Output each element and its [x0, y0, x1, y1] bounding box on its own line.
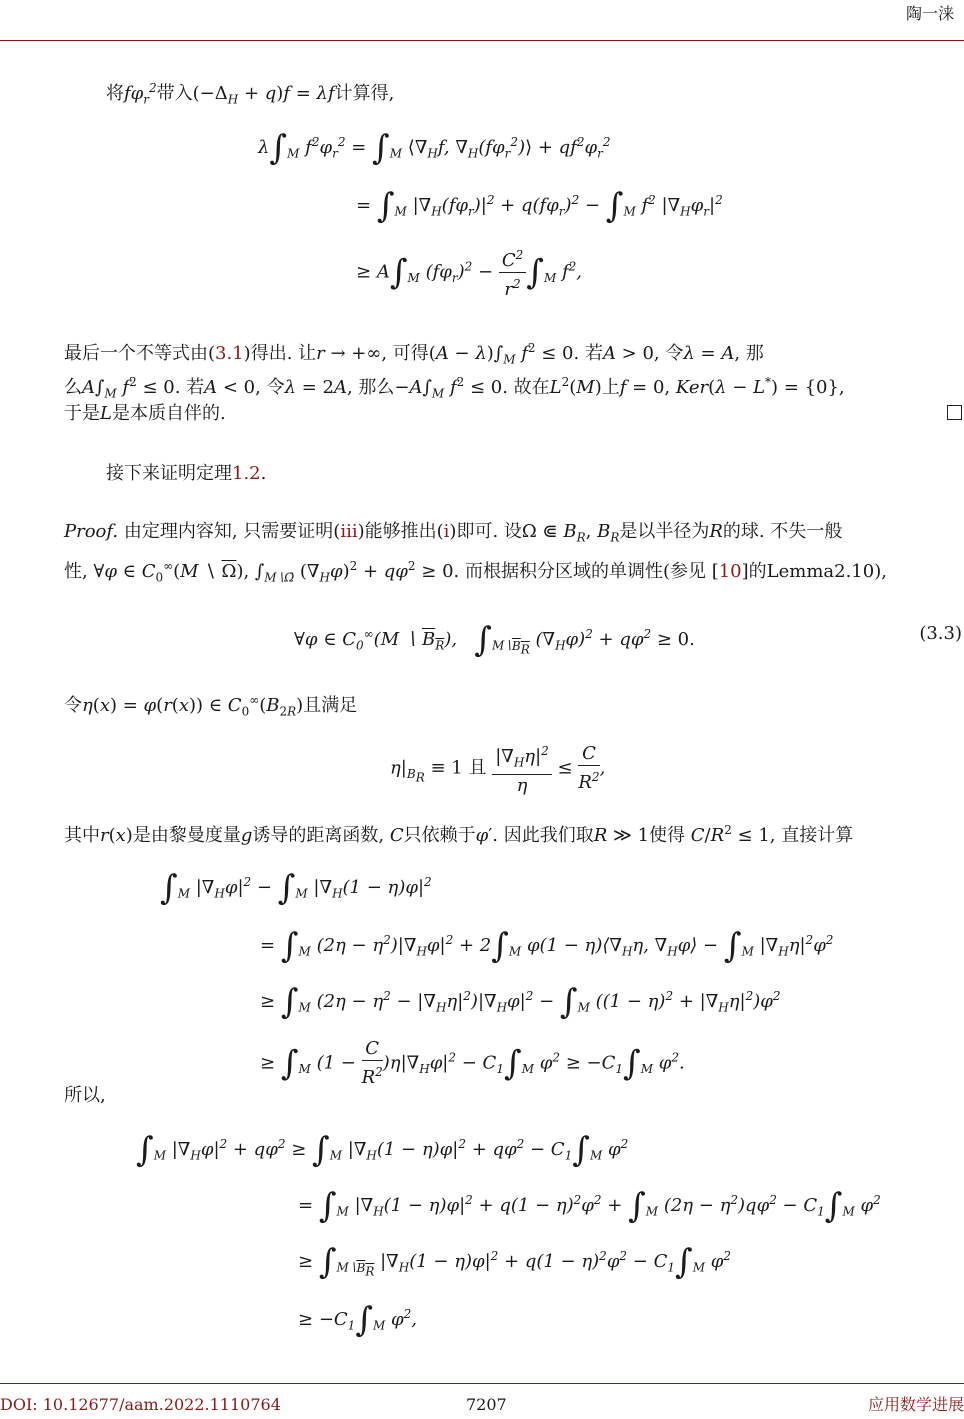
proof-line-2: 性, ∀φ ∈ $C_0^\infty(M$ ∖ $\overline{\Omega}$), $\int_{M∖\Omegā}$ $(\nabla_H\varphi)^2 + q\varphi^2 \ge 0$. 而根据积分区域的单调性(参见 [10]的Lemma2.10), [64, 559, 887, 585]
equation-number: (3.3) [919, 623, 962, 644]
paragraph-therefore: 所以, [64, 1085, 106, 1106]
running-header-author: 陶一涞 [905, 4, 954, 23]
paragraph-conclusion-line-1: 最后一个不等式由(3.1)得出. 让r → +∞, 可得$(A - \lambda)\int_M$ $f^2 \le 0$. 若A > 0, 令λ = A, 那 [64, 341, 764, 367]
equation-eta-conditions: $\eta|_{B_R} \equiv 1$ 且 $\frac{|\nabla_H\eta|^2}{\eta}$ ≤ $\frac{C}{R^2}$ , [390, 740, 605, 797]
proof-line-1: Proof. 由定理内容知, 只需要证明(iii)能够推出(i)即可. 设Ω ⋐ $B_R$, $B_R$是以半径为R的球. 不失一般 [64, 521, 843, 545]
footer-rule [0, 1383, 964, 1384]
footer-journal: 应用数学进展 [867, 1395, 964, 1414]
paragraph-conclusion-line-3: 于是L是本质自伴的. [64, 403, 226, 424]
header-rule [0, 40, 964, 41]
paragraph-eta-def: 令η(x) = φ(r(x)) ∈ $C_0^\infty(B_{2R})$且满足 [64, 693, 358, 719]
paragraph-conclusion-line-2: 么$A\int_M$ $f^2 \le 0$. 若A < 0, 令λ = 2A, 那么$-A\int_M$ $f^2 \le 0$. 故在$L^2(M)$上f = 0, Ker(λ − L*) = {0}, [64, 375, 845, 401]
qed-symbol [947, 405, 962, 420]
footer-page-number: 7207 [466, 1395, 507, 1414]
footer-doi[interactable]: DOI: 10.12677/aam.2022.1110764 [0, 1395, 281, 1414]
paragraph-intro: 将$f\varphi_r^2$带入$(-\Delta_H + q)f = \lambda f$计算得, [106, 81, 395, 107]
paragraph-next-theorem: 接下来证明定理1.2. [106, 463, 267, 484]
paragraph-distance-function: 其中r(x)是由黎曼度量g诱导的距离函数, C只依赖于φ′. 因此我们取R ≫ 1使得 $C/R^2 \le 1$, 直接计算 [64, 823, 854, 846]
